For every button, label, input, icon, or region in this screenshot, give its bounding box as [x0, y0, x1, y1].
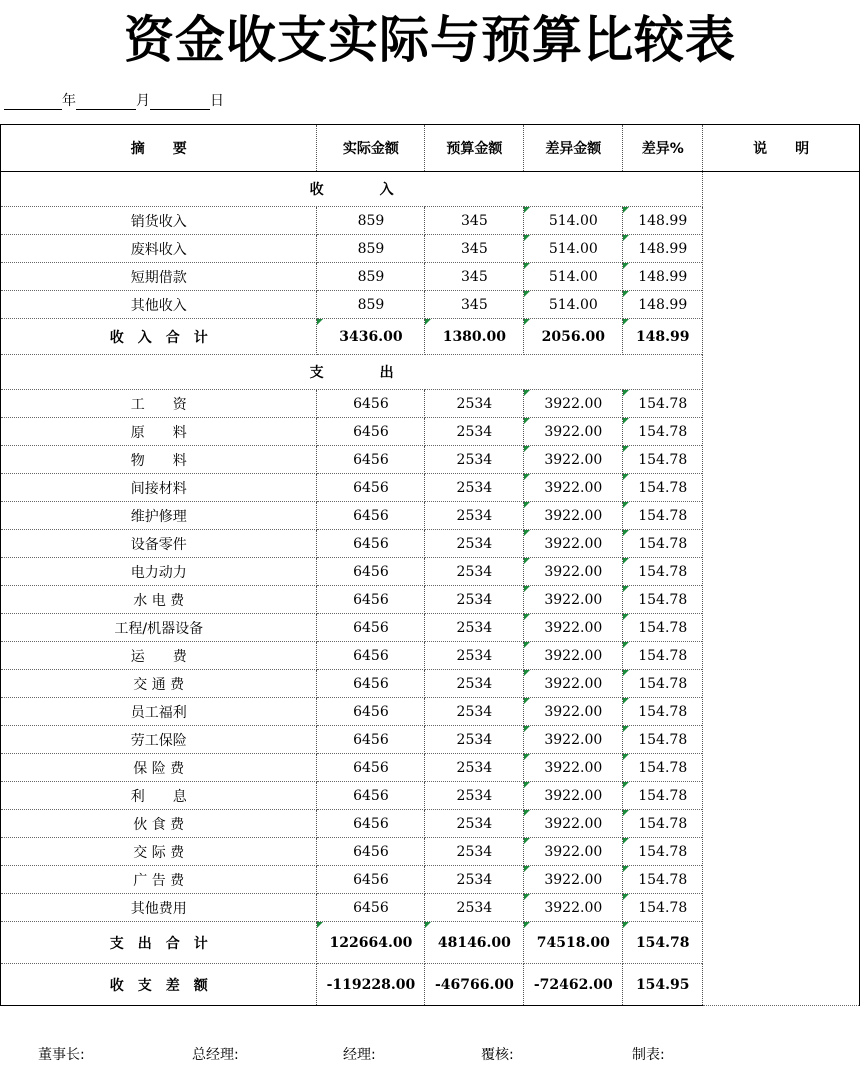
- expense-row-actual[interactable]: 6456: [317, 782, 425, 810]
- expense-row-budget[interactable]: 2534: [425, 894, 524, 922]
- expense-row-actual[interactable]: 6456: [317, 418, 425, 446]
- income-total-row-budget[interactable]: 1380.00: [425, 319, 524, 355]
- income-row-budget[interactable]: 345: [425, 291, 524, 319]
- footer-chairman: 董事长:: [38, 1047, 85, 1063]
- expense-row-label: 间接材料: [1, 474, 317, 502]
- expense-row-pct[interactable]: 154.78: [623, 670, 703, 698]
- expense-row-budget[interactable]: 2534: [425, 390, 524, 418]
- expense-total-row-label: 支 出 合 计: [1, 922, 317, 964]
- expense-row-diff[interactable]: 3922.00: [524, 866, 623, 894]
- expense-row-label: 劳工保险: [1, 726, 317, 754]
- expense-row-pct[interactable]: 154.78: [623, 530, 703, 558]
- expense-row-budget[interactable]: 2534: [425, 530, 524, 558]
- balance-row-budget[interactable]: -46766.00: [425, 964, 524, 1006]
- signature-footer: [0, 1044, 860, 1068]
- day-blank[interactable]: [150, 95, 210, 110]
- expense-row-label: 伙 食 费: [1, 810, 317, 838]
- expense-row-diff[interactable]: 3922.00: [524, 390, 623, 418]
- expense-row-diff[interactable]: 3922.00: [524, 474, 623, 502]
- income-row-diff[interactable]: 514.00: [524, 263, 623, 291]
- income-total-row-label: 收 入 合 计: [1, 319, 317, 355]
- expense-row-actual[interactable]: 6456: [317, 838, 425, 866]
- expense-row-diff[interactable]: 3922.00: [524, 698, 623, 726]
- expense-row-diff[interactable]: 3922.00: [524, 754, 623, 782]
- comparison-table: [0, 124, 860, 1006]
- header-row: [1, 125, 860, 172]
- expense-row-pct[interactable]: 154.78: [623, 446, 703, 474]
- footer-gm: 总经理:: [192, 1047, 239, 1063]
- expense-row-actual[interactable]: 6456: [317, 698, 425, 726]
- expense-row-pct[interactable]: 154.78: [623, 558, 703, 586]
- income-row-actual[interactable]: 859: [317, 207, 425, 235]
- expense-row-diff[interactable]: 3922.00: [524, 838, 623, 866]
- expense-row-label: 电力动力: [1, 558, 317, 586]
- day-label: 日: [210, 93, 224, 109]
- expense-row-actual[interactable]: 6456: [317, 530, 425, 558]
- balance-row-pct[interactable]: 154.95: [623, 964, 703, 1006]
- expense-row-actual[interactable]: 6456: [317, 390, 425, 418]
- expense-row-pct[interactable]: 154.78: [623, 810, 703, 838]
- balance-row-label: 收 支 差 额: [1, 964, 317, 1006]
- expense-total-row-pct[interactable]: 154.78: [623, 922, 703, 964]
- page-title: 资金收支实际与预算比较表: [124, 11, 736, 69]
- expense-row-budget[interactable]: 2534: [425, 474, 524, 502]
- income-row-diff[interactable]: 514.00: [524, 207, 623, 235]
- expense-row-pct[interactable]: 154.78: [623, 642, 703, 670]
- expense-row-label: 设备零件: [1, 530, 317, 558]
- expense-row-pct[interactable]: 154.78: [623, 698, 703, 726]
- income-row-label: 销货收入: [1, 207, 317, 235]
- expense-row-pct[interactable]: 154.78: [623, 502, 703, 530]
- expense-row-diff[interactable]: 3922.00: [524, 614, 623, 642]
- expense-row-actual[interactable]: 6456: [317, 726, 425, 754]
- expense-row-pct[interactable]: 154.78: [623, 418, 703, 446]
- expense-row-label: 交 际 费: [1, 838, 317, 866]
- month-blank[interactable]: [76, 95, 136, 110]
- expense-row-budget[interactable]: 2534: [425, 642, 524, 670]
- expense-row-diff[interactable]: 3922.00: [524, 586, 623, 614]
- expense-row-diff[interactable]: 3922.00: [524, 894, 623, 922]
- income-row-budget[interactable]: 345: [425, 207, 524, 235]
- expense-total-row-budget[interactable]: 48146.00: [425, 922, 524, 964]
- expense-row-label: 水 电 费: [1, 586, 317, 614]
- expense-row-diff[interactable]: 3922.00: [524, 726, 623, 754]
- expense-row-pct[interactable]: 154.78: [623, 754, 703, 782]
- expense-row-pct[interactable]: 154.78: [623, 586, 703, 614]
- income-row-actual[interactable]: 859: [317, 235, 425, 263]
- expense-row-diff[interactable]: 3922.00: [524, 558, 623, 586]
- expense-row-label: 保 险 费: [1, 754, 317, 782]
- expense-row-budget[interactable]: 2534: [425, 418, 524, 446]
- expense-row-budget[interactable]: 2534: [425, 866, 524, 894]
- expense-row-label: 利 息: [1, 782, 317, 810]
- expense-row-label: 员工福利: [1, 698, 317, 726]
- income-row-label: 废料收入: [1, 235, 317, 263]
- expense-row-label: 维护修理: [1, 502, 317, 530]
- year-label: 年: [62, 93, 76, 109]
- expense-row-actual[interactable]: 6456: [317, 586, 425, 614]
- income-row-pct[interactable]: 148.99: [623, 207, 703, 235]
- expense-row-label: 其他费用: [1, 894, 317, 922]
- expense-row-pct[interactable]: 154.78: [623, 474, 703, 502]
- expense-row-budget[interactable]: 2534: [425, 782, 524, 810]
- expense-row-actual[interactable]: 6456: [317, 670, 425, 698]
- expense-row-diff[interactable]: 3922.00: [524, 782, 623, 810]
- expense-row-budget[interactable]: 2534: [425, 614, 524, 642]
- expense-row-budget[interactable]: 2534: [425, 726, 524, 754]
- expense-row-pct[interactable]: 154.78: [623, 866, 703, 894]
- balance-row-actual[interactable]: -119228.00: [317, 964, 425, 1006]
- header-diff: 差异金额: [524, 125, 623, 172]
- header-pct: 差异%: [623, 125, 703, 172]
- footer-manager: 经理:: [343, 1047, 376, 1063]
- expense-row-budget[interactable]: 2534: [425, 502, 524, 530]
- expense-row-diff[interactable]: 3922.00: [524, 670, 623, 698]
- expense-row-label: 物 料: [1, 446, 317, 474]
- year-blank[interactable]: [4, 95, 62, 110]
- expense-row-diff[interactable]: 3922.00: [524, 502, 623, 530]
- expense-row-pct[interactable]: 154.78: [623, 838, 703, 866]
- income-row-pct[interactable]: 148.99: [623, 263, 703, 291]
- month-label: 月: [136, 93, 150, 109]
- income-total-row-diff[interactable]: 2056.00: [524, 319, 623, 355]
- income-row-pct[interactable]: 148.99: [623, 291, 703, 319]
- income-row-pct[interactable]: 148.99: [623, 235, 703, 263]
- income-total-row-pct[interactable]: 148.99: [623, 319, 703, 355]
- expense-section-title: 支 出: [1, 355, 703, 390]
- expense-row-actual[interactable]: 6456: [317, 558, 425, 586]
- expense-row-label: 原 料: [1, 418, 317, 446]
- expense-total-row-diff[interactable]: 74518.00: [524, 922, 623, 964]
- expense-total-row-actual[interactable]: 122664.00: [317, 922, 425, 964]
- expense-row-budget[interactable]: 2534: [425, 810, 524, 838]
- expense-row-actual[interactable]: 6456: [317, 642, 425, 670]
- expense-row-label: 交 通 费: [1, 670, 317, 698]
- balance-row-diff[interactable]: -72462.00: [524, 964, 623, 1006]
- expense-row-label: 工 资: [1, 390, 317, 418]
- date-line: [4, 92, 224, 110]
- expense-row-actual[interactable]: 6456: [317, 446, 425, 474]
- expense-row-actual[interactable]: 6456: [317, 866, 425, 894]
- header-summary: 摘 要: [1, 125, 317, 172]
- income-row-actual[interactable]: 859: [317, 263, 425, 291]
- income-row-actual[interactable]: 859: [317, 291, 425, 319]
- expense-row-actual[interactable]: 6456: [317, 474, 425, 502]
- income-row-diff[interactable]: 514.00: [524, 235, 623, 263]
- expense-row-budget[interactable]: 2534: [425, 754, 524, 782]
- income-row-label: 短期借款: [1, 263, 317, 291]
- expense-row-budget[interactable]: 2534: [425, 446, 524, 474]
- expense-row-diff[interactable]: 3922.00: [524, 642, 623, 670]
- expense-row-budget[interactable]: 2534: [425, 698, 524, 726]
- note-cell[interactable]: [703, 172, 860, 1006]
- expense-row-pct[interactable]: 154.78: [623, 726, 703, 754]
- expense-row-actual[interactable]: 6456: [317, 502, 425, 530]
- header-actual: 实际金额: [317, 125, 425, 172]
- expense-row-budget[interactable]: 2534: [425, 838, 524, 866]
- income-row-diff[interactable]: 514.00: [524, 291, 623, 319]
- expense-row-actual[interactable]: 6456: [317, 810, 425, 838]
- expense-row-diff[interactable]: 3922.00: [524, 810, 623, 838]
- expense-row-actual[interactable]: 6456: [317, 614, 425, 642]
- expense-row-budget[interactable]: 2534: [425, 558, 524, 586]
- header-note: 说 明: [703, 125, 860, 172]
- income-section-title: 收 入: [1, 172, 703, 207]
- expense-row-pct[interactable]: 154.78: [623, 894, 703, 922]
- expense-row-label: 广 告 费: [1, 866, 317, 894]
- expense-row-budget[interactable]: 2534: [425, 586, 524, 614]
- expense-row-pct[interactable]: 154.78: [623, 782, 703, 810]
- expense-row-label: 运 费: [1, 642, 317, 670]
- expense-row-pct[interactable]: 154.78: [623, 390, 703, 418]
- expense-row-actual[interactable]: 6456: [317, 754, 425, 782]
- income-row-label: 其他收入: [1, 291, 317, 319]
- expense-row-actual[interactable]: 6456: [317, 894, 425, 922]
- expense-row-diff[interactable]: 3922.00: [524, 530, 623, 558]
- expense-row-diff[interactable]: 3922.00: [524, 418, 623, 446]
- income-row-budget[interactable]: 345: [425, 235, 524, 263]
- income-row-budget[interactable]: 345: [425, 263, 524, 291]
- income-section: [1, 172, 860, 207]
- footer-prepared: 制表:: [632, 1047, 665, 1063]
- header-budget: 预算金额: [425, 125, 524, 172]
- expense-row-budget[interactable]: 2534: [425, 670, 524, 698]
- footer-review: 覆核:: [481, 1047, 514, 1063]
- expense-row-pct[interactable]: 154.78: [623, 614, 703, 642]
- expense-row-label: 工程/机器设备: [1, 614, 317, 642]
- expense-row-diff[interactable]: 3922.00: [524, 446, 623, 474]
- income-total-row-actual[interactable]: 3436.00: [317, 319, 425, 355]
